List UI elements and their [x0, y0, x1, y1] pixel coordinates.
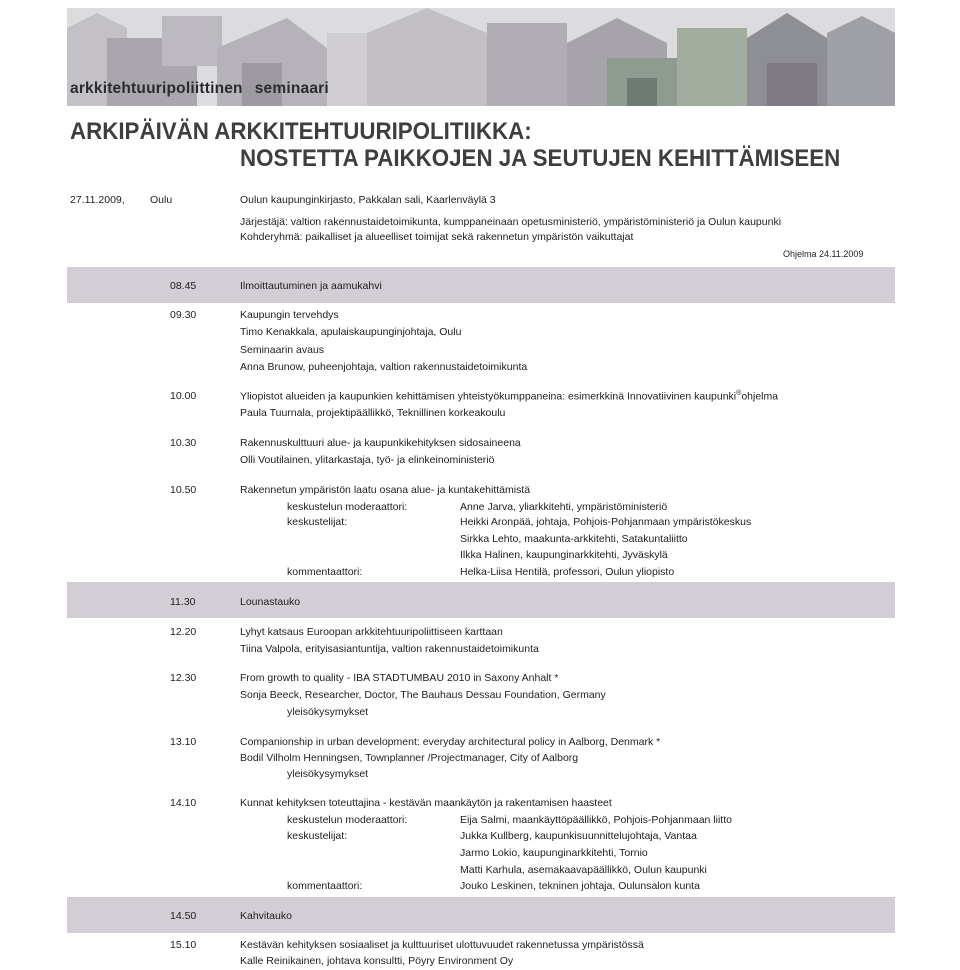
brand-word-1: arkkitehtuuripoliittinen — [70, 80, 243, 97]
item-title-1030: Rakennuskulttuuri alue- ja kaupunkikehityksen sidosaineena — [240, 437, 521, 449]
item-title-0930b: Seminaarin avaus — [240, 344, 325, 356]
speaker-1230: Sonja Beeck, Researcher, Doctor, The Bauhaus Dessau Foundation, Germany — [240, 689, 606, 701]
seminar-brand — [70, 80, 329, 98]
panelist-1050-2: Sirkka Lehto, maakunta-arkkitehti, Satakuntaliitto — [460, 533, 688, 545]
registered-mark: ® — [736, 390, 742, 397]
speaker-1220: Tiina Valpola, erityisasiantuntija, valtion rakennustaidetoimikunta — [240, 643, 539, 655]
item-title-1000-suffix: ohjelma — [741, 390, 779, 403]
item-title-0930: Kaupungin tervehdys — [240, 309, 339, 321]
time-1130: 11.30 — [170, 596, 196, 608]
role-moderator-1050: keskustelun moderaattori: — [287, 501, 408, 513]
event-city: Oulu — [150, 194, 173, 206]
time-1050: 10.50 — [170, 484, 197, 496]
event-date: 27.11.2009, — [70, 194, 125, 206]
panelist-1050-1: Heikki Aronpää, johtaja, Pohjois-Pohjanmaan ympäristökeskus — [460, 516, 752, 528]
time-1410: 14.10 — [170, 797, 197, 809]
role-panel-1410: keskustelijat: — [287, 830, 348, 842]
time-1030: 10.30 — [170, 437, 197, 449]
moderator-1050: Anne Jarva, yliarkkitehti, ympäristöministeriö — [460, 501, 668, 513]
time-1220: 12.20 — [170, 626, 197, 638]
questions-1310: yleisökysymykset — [287, 768, 369, 780]
speaker-1000: Paula Tuurnala, projektipäällikkö, Teknillinen korkeakoulu — [240, 407, 506, 419]
speaker-0930b: Anna Brunow, puheenjohtaja, valtion rakennustaidetoimikunta — [240, 361, 528, 373]
speaker-1030: Olli Voutilainen, ylitarkastaja, työ- ja elinkeinoministeriö — [240, 454, 495, 466]
time-0930: 09.30 — [170, 309, 197, 321]
panelist-1410-1: Jukka Kullberg, kaupunkisuunnittelujohtaja, Vantaa — [460, 830, 697, 842]
commentator-1410: Jouko Leskinen, tekninen johtaja, Oulunsalon kunta — [460, 880, 700, 892]
time-0845: 08.45 — [170, 280, 197, 292]
item-title-1000-text: Yliopistot alueiden ja kaupunkien kehittämisen yhteistyökumppaneina: esimerkkinä Innovatiivinen kaupunki — [240, 390, 737, 403]
panelist-1410-2: Jarmo Lokio, kaupunginarkkitehti, Tornio — [460, 847, 648, 859]
commentator-1050: Helka-Liisa Hentilä, professori, Oulun yliopisto — [460, 566, 675, 578]
brand-word-2: seminaari — [254, 80, 329, 97]
item-title-1050: Rakennetun ympäristön laatu osana alue- ja kuntakehittämistä — [240, 484, 531, 496]
item-title-1510: Kestävän kehityksen sosiaaliset ja kulttuuriset ulottuvuudet rakennetussa ympäristössä — [240, 939, 644, 951]
program-date: Ohjelma 24.11.2009 — [783, 249, 864, 259]
item-title-1310: Companionship in urban development: everyday architectural policy in Aalborg, Denmark * — [240, 736, 661, 748]
role-panel-1050: keskustelijat: — [287, 516, 348, 528]
speaker-1310: Bodil Vilholm Henningsen, Townplanner /Projectmanager, City of Aalborg — [240, 752, 579, 764]
event-audience: Kohderyhmä: paikalliset ja alueelliset toimijat sekä rakennetun ympäristön vaikuttajat — [240, 231, 634, 243]
speaker-1510: Kalle Reinikainen, johtava konsultti, Pöyry Environment Oy — [240, 955, 514, 967]
role-commentator-1050: kommentaattori: — [287, 566, 363, 578]
time-1510: 15.10 — [170, 939, 197, 951]
role-commentator-1410: kommentaattori: — [287, 880, 363, 892]
item-title-1230: From growth to quality - IBA STADTUMBAU 2010 in Saxony Anhalt * — [240, 672, 559, 684]
time-1230: 12.30 — [170, 672, 197, 684]
role-moderator-1410: keskustelun moderaattori: — [287, 814, 408, 826]
page-title-line1: ARKIPÄIVÄN ARKKITEHTUURIPOLITIIKKA: — [70, 118, 532, 145]
item-title-1410: Kunnat kehityksen toteuttajina - kestävän maankäytön ja rakentamisen haasteet — [240, 797, 612, 809]
panelist-1410-3: Matti Karhula, asemakaavapäällikkö, Oulun kaupunki — [460, 864, 707, 876]
event-venue: Oulun kaupunginkirjasto, Pakkalan sali, Kaarlenväylä 3 — [240, 194, 496, 206]
time-1310: 13.10 — [170, 736, 197, 748]
item-title-1130: Lounastauko — [240, 596, 301, 608]
time-1000: 10.00 — [170, 390, 197, 402]
questions-1230: yleisökysymykset — [287, 706, 369, 718]
speaker-0930: Timo Kenakkala, apulaiskaupunginjohtaja, Oulu — [240, 326, 462, 338]
moderator-1410: Eija Salmi, maankäyttöpäällikkö, Pohjois-Pohjanmaan liitto — [460, 814, 732, 826]
page-title-line2: NOSTETTA PAIKKOJEN JA SEUTUJEN KEHITTÄMISEEN — [240, 145, 841, 172]
item-title-1220: Lyhyt katsaus Euroopan arkkitehtuuripoliittiseen karttaan — [240, 626, 503, 638]
item-title-0845: Ilmoittautuminen ja aamukahvi — [240, 280, 382, 292]
time-1450: 14.50 — [170, 910, 197, 922]
panelist-1050-3: Ilkka Halinen, kaupunginarkkitehti, Jyväskylä — [460, 549, 668, 561]
item-title-1450: Kahvitauko — [240, 910, 292, 922]
item-title-1000 — [240, 390, 778, 403]
event-organizer: Järjestäjä: valtion rakennustaidetoimikunta, kumppaneinaan opetusministeriö, ympäristöministeriö ja Oulun kaupunki — [240, 216, 782, 228]
